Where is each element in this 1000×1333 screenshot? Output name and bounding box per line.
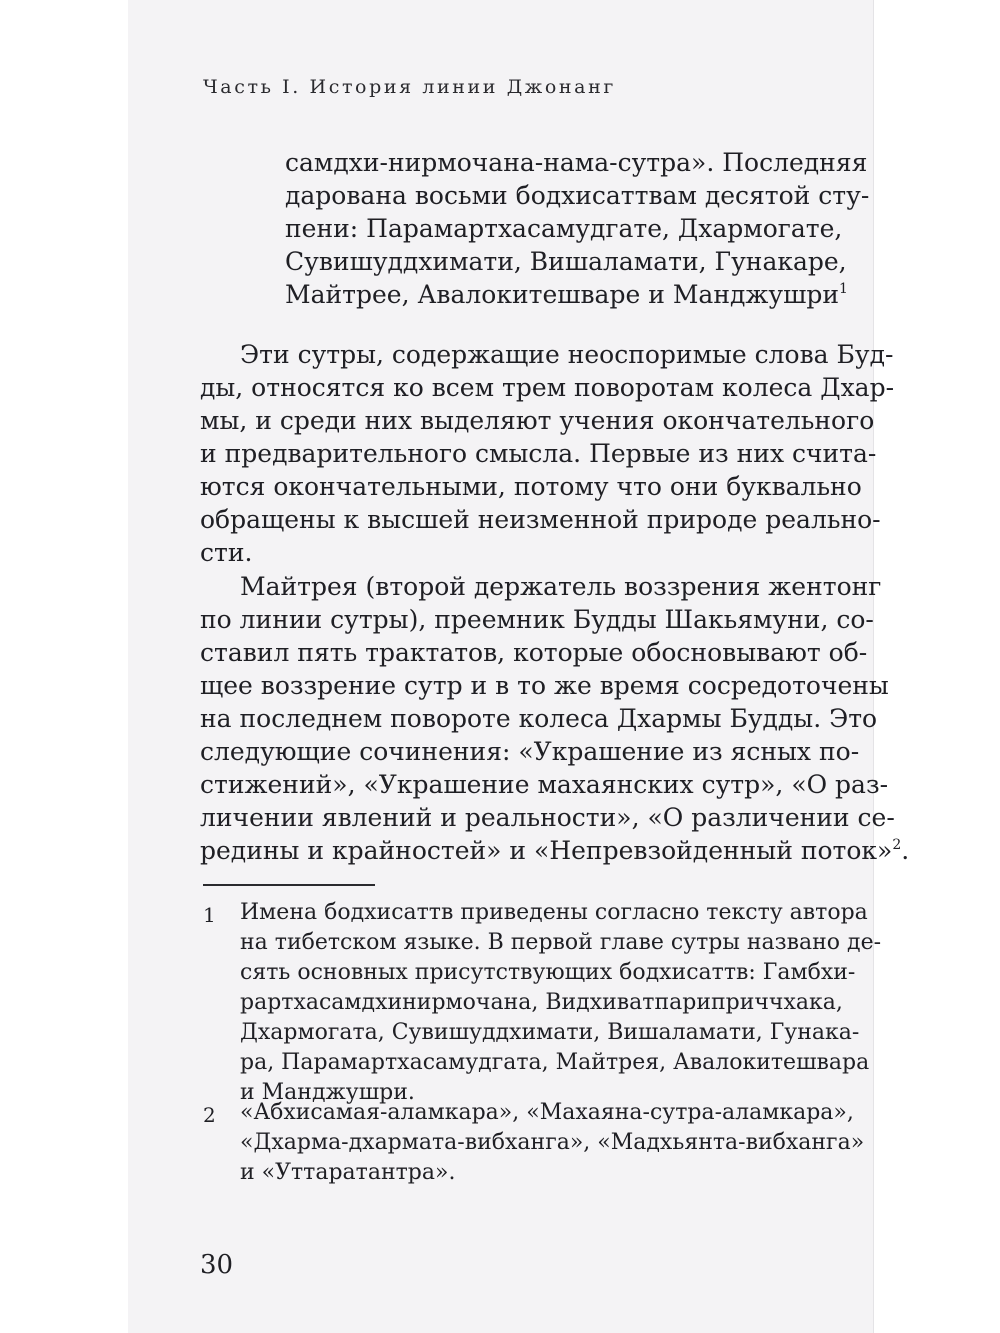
footnote-line: «Дхарма-дхармата-вибханга», «Мадхьянта-вибханга» — [240, 1130, 865, 1155]
footnote-line: и «Уттаратантра». — [240, 1160, 456, 1185]
text-line: стижений», «Украшение махаянских сутр», «О раз- — [200, 770, 889, 799]
text-line: дарована восьми бодхисаттвам десятой сту- — [285, 181, 870, 210]
footnote-number-1: 1 — [203, 903, 216, 927]
sentence-end: . — [901, 836, 910, 865]
page-number: 30 — [200, 1250, 234, 1280]
text-line: сти. — [200, 538, 253, 567]
text-line: на последнем повороте колеса Дхармы Будды. Это — [200, 704, 878, 733]
text-line-content: Майтрее, Авалокитешваре и Манджушри — [285, 280, 839, 309]
text-line: ставил пять трактатов, которые обосновывают об- — [200, 638, 868, 667]
text-line: Майтрея (второй держатель воззрения жентонг — [240, 572, 882, 601]
footnote-line: Дхармогата, Сувишуддхимати, Вишаламати, Гунака- — [240, 1020, 860, 1045]
footnote-line: ра, Парамартхасамудгата, Майтрея, Авалокитешвара — [240, 1050, 870, 1075]
footnote-ref-2[interactable]: 2 — [892, 837, 902, 853]
text-line: пени: Парамартхасамудгате, Дхармогате, — [285, 214, 843, 243]
text-line: и предварительного смысла. Первые из них счита- — [200, 439, 877, 468]
text-line: обращены к высшей неизменной природе реально- — [200, 505, 881, 534]
text-line: ются окончательными, потому что они буквально — [200, 472, 862, 501]
text-line-with-note — [200, 836, 909, 865]
footnote-number-2: 2 — [203, 1103, 216, 1127]
text-line: следующие сочинения: «Украшение из ясных по- — [200, 737, 860, 766]
footnote-divider — [203, 884, 375, 886]
text-line: Сувишуддхимати, Вишаламати, Гунакаре, — [285, 247, 847, 276]
text-line-content: редины и крайностей» и «Непревзойденный поток» — [200, 836, 893, 865]
footnote-line: и Манджушри. — [240, 1080, 415, 1105]
footnote-line: на тибетском языке. В первой главе сутры названо де- — [240, 930, 882, 955]
running-header: Часть I. История линии Джонанг — [203, 76, 616, 98]
text-line: личении явлений и реальности», «О различении се- — [200, 803, 895, 832]
text-line: щее воззрение сутр и в то же время сосредоточены — [200, 671, 889, 700]
text-line: ды, относятся ко всем трем поворотам колеса Дхар- — [200, 373, 895, 402]
footnote-ref-1[interactable]: 1 — [839, 281, 848, 297]
text-line: самдхи-нирмочана-нама-сутра». Последняя — [285, 148, 868, 177]
footnote-line: рартхасамдхинирмочана, Видхиватпариприччхака, — [240, 990, 843, 1015]
text-line: Эти сутры, содержащие неоспоримые слова Буд- — [240, 340, 894, 369]
text-line: мы, и среди них выделяют учения окончательного — [200, 406, 875, 435]
footnote-line: «Абхисамая-аламкара», «Махаяна-сутра-аламкара», — [240, 1100, 854, 1125]
footnote-line: сять основных присутствующих бодхисаттв: Гамбхи- — [240, 960, 856, 985]
text-line-with-note — [285, 280, 848, 309]
footnote-line: Имена бодхисаттв приведены согласно тексту автора — [240, 900, 868, 925]
text-line: по линии сутры), преемник Будды Шакьямуни, со- — [200, 605, 874, 634]
